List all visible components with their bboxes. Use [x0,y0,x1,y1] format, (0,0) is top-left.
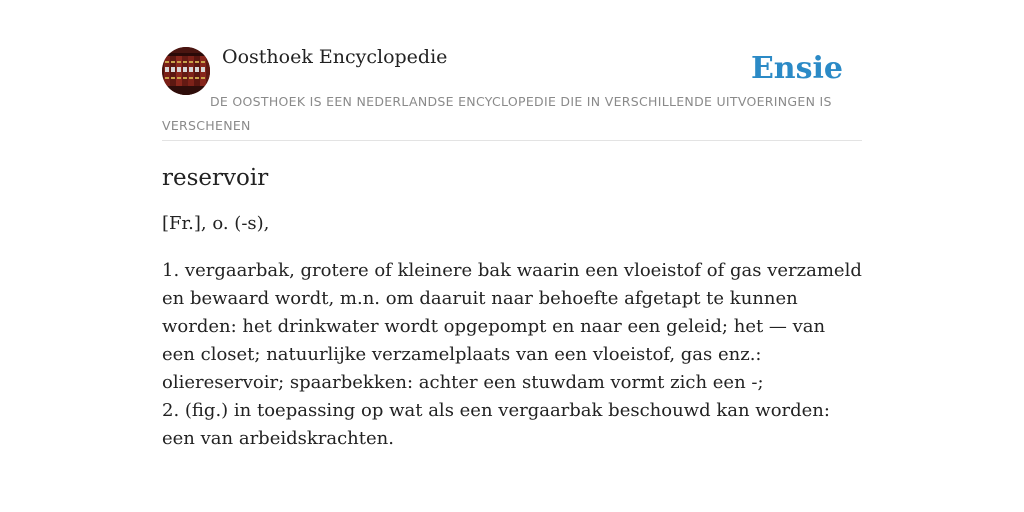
definition-line: 2. (fig.) in toepassing op wat als een vergaarbak beschouwd kan worden: een van arbeidskrachten. [162,400,830,449]
bookshelf-icon [162,47,210,95]
entry-definition [162,257,862,453]
entry-term: reservoir [162,165,269,191]
brand-logo[interactable]: Ensie [750,51,843,86]
definition-line: 1. vergaarbak, grotere of kleinere bak waarin een vloeistof of gas verzameld en bewaard wordt, m.n. om daaruit naar behoefte afgetapt te kunnen worden: het drinkwater wordt opgepompt en naar een geleid; het — van een closet; natuurlijke verzamelplaats van een vloeistof, gas enz.: oliereservoir; spaarbekken: achter een stuwdam vormt zich een -; [162,260,862,393]
source-description: DE OOSTHOEK IS EEN NEDERLANDSE ENCYCLOPEDIE DIE IN VERSCHILLENDE UITVOERINGEN IS VERSCHENEN [162,94,832,133]
source-header [162,46,862,141]
source-avatar[interactable] [162,47,210,95]
entry-grammar: [Fr.], o. (-s), [162,213,270,234]
entry-content [162,160,862,453]
source-name[interactable]: Oosthoek Encyclopedie [222,46,448,68]
